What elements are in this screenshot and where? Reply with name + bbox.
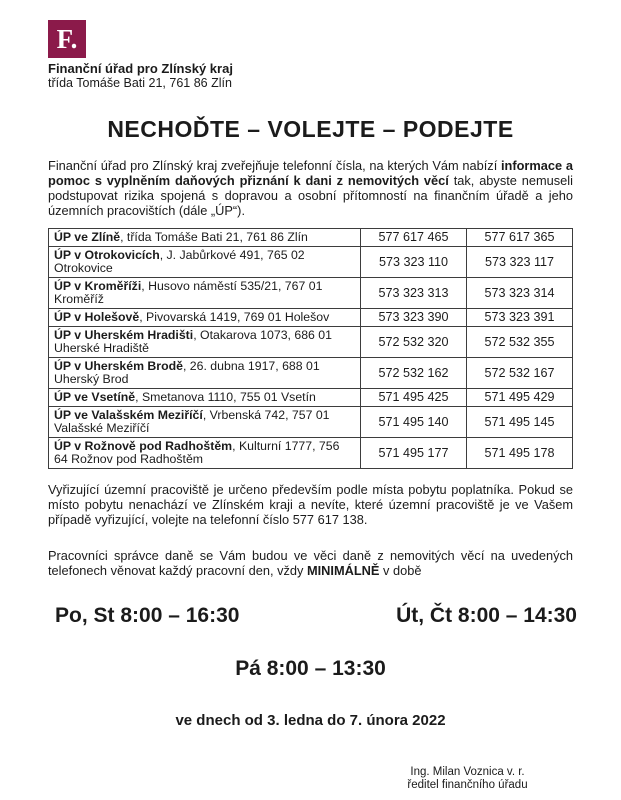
- org-address: třída Tomáše Bati 21, 761 86 Zlín: [48, 76, 232, 90]
- intro-paragraph: [48, 158, 573, 218]
- office-phone-primary: 573 323 390: [361, 309, 467, 327]
- office-name: ÚP v Uherském Hradišti: [54, 328, 194, 342]
- table-row: [49, 327, 573, 358]
- signature-block: [390, 766, 545, 792]
- office-name: ÚP v Uherském Brodě: [54, 359, 183, 373]
- hours-mon-wed: Po, St 8:00 – 16:30: [55, 604, 240, 627]
- office-phone-secondary: 573 323 117: [467, 247, 573, 278]
- table-row: [49, 358, 573, 389]
- office-name: ÚP ve Zlíně: [54, 230, 121, 244]
- office-name: ÚP v Kroměříži: [54, 279, 142, 293]
- office-phone-secondary: 571 495 429: [467, 389, 573, 407]
- office-cell: ÚP v Otrokovicích, J. Jabůrkové 491, 765 02 Otrokovice: [49, 247, 361, 278]
- org-name: Finanční úřad pro Zlínský kraj: [48, 61, 233, 76]
- offices-table-body: [49, 229, 573, 469]
- office-name: ÚP ve Valašském Meziříčí: [54, 408, 203, 422]
- office-phone-secondary: 577 617 365: [467, 229, 573, 247]
- office-phone-primary: 577 617 465: [361, 229, 467, 247]
- office-cell: ÚP v Rožnově pod Radhoštěm, Kulturní 1777, 756 64 Rožnov pod Radhoštěm: [49, 438, 361, 469]
- office-phone-secondary: 571 495 145: [467, 407, 573, 438]
- office-phone-secondary: 573 323 391: [467, 309, 573, 327]
- office-phone-primary: 571 495 177: [361, 438, 467, 469]
- page-title: NECHOĎTE – VOLEJTE – PODEJTE: [107, 116, 514, 142]
- intro-text-pre: Finanční úřad pro Zlínský kraj zveřejňuje telefonní čísla, na kterých Vám nabízí: [48, 158, 501, 173]
- signature-role: ředitel finančního úřadu: [407, 779, 528, 791]
- office-name: ÚP v Rožnově pod Radhoštěm: [54, 439, 233, 453]
- office-phone-secondary: 572 532 355: [467, 327, 573, 358]
- letterhead: [48, 20, 573, 90]
- hours-tue-thu: Út, Čt 8:00 – 14:30: [396, 604, 577, 627]
- hours-fri: Pá 8:00 – 13:30: [235, 657, 386, 680]
- hours-note-post: v době: [379, 563, 422, 578]
- table-row: [49, 247, 573, 278]
- office-cell: ÚP v Uherském Brodě, 26. dubna 1917, 688 01 Uherský Brod: [49, 358, 361, 389]
- hours-note-bold: MINIMÁLNĚ: [306, 563, 380, 578]
- intro-text-bold: informace a pomoc s vyplněním daňových přiznání k dani z nemovitých věcí: [48, 158, 573, 188]
- hours-line-1: [55, 604, 577, 628]
- offices-table: [48, 228, 573, 469]
- table-row: [49, 278, 573, 309]
- office-phone-secondary: 571 495 178: [467, 438, 573, 469]
- hours-note-pre: Pracovníci správce daně se Vám budou ve věci daně z nemovitých věcí na uvedených telefonech věnovat každý pracovní den, vždy: [48, 548, 573, 578]
- office-phone-primary: 572 532 162: [361, 358, 467, 389]
- office-cell: ÚP ve Zlíně, třída Tomáše Bati 21, 761 86 Zlín: [49, 229, 361, 247]
- office-phone-secondary: 573 323 314: [467, 278, 573, 309]
- office-phone-primary: 573 323 313: [361, 278, 467, 309]
- signature-name: Ing. Milan Voznica v. r.: [410, 766, 525, 778]
- office-phone-primary: 573 323 110: [361, 247, 467, 278]
- office-cell: ÚP v Kroměříži, Husovo náměstí 535/21, 767 01 Kroměříž: [49, 278, 361, 309]
- table-row: [49, 309, 573, 327]
- office-cell: ÚP v Holešově, Pivovarská 1419, 769 01 Holešov: [49, 309, 361, 327]
- office-phone-secondary: 572 532 167: [467, 358, 573, 389]
- office-phone-primary: 571 495 425: [361, 389, 467, 407]
- office-phone-primary: 571 495 140: [361, 407, 467, 438]
- office-name: ÚP ve Vsetíně: [54, 390, 136, 404]
- logo-letter-f: F.: [56, 23, 78, 54]
- routing-note: Vyřizující územní pracoviště je určeno především podle místa pobytu poplatníka. Pokud se místo pobytu nenachází ve Zlínském kraji a nevíte, které územní pracoviště je ve Vašem případě vyřizující, volejte na telefonní číslo 577 617 138.: [48, 482, 573, 527]
- office-cell: ÚP v Uherském Hradišti, Otakarova 1073, 686 01 Uherské Hradiště: [49, 327, 361, 358]
- table-row: [49, 389, 573, 407]
- office-cell: ÚP ve Vsetíně, Smetanova 1110, 755 01 Vsetín: [49, 389, 361, 407]
- office-name: ÚP v Otrokovicích: [54, 248, 160, 262]
- table-row: [49, 229, 573, 247]
- table-row: [49, 438, 573, 469]
- hours-period: ve dnech od 3. ledna do 7. února 2022: [175, 712, 446, 729]
- intro-text-post: tak, abyste nemuseli podstupovat rizika spojená s dopravou a osobní přítomností na finančním úřadě a jeho územních pracovištích (dále „ÚP“).: [48, 173, 573, 218]
- financial-office-logo: [48, 20, 86, 58]
- office-cell: ÚP ve Valašském Meziříčí, Vrbenská 742, 757 01 Valašské Meziříčí: [49, 407, 361, 438]
- hours-note: [48, 548, 573, 578]
- office-name: ÚP v Holešově: [54, 310, 140, 324]
- office-phone-primary: 572 532 320: [361, 327, 467, 358]
- table-row: [49, 407, 573, 438]
